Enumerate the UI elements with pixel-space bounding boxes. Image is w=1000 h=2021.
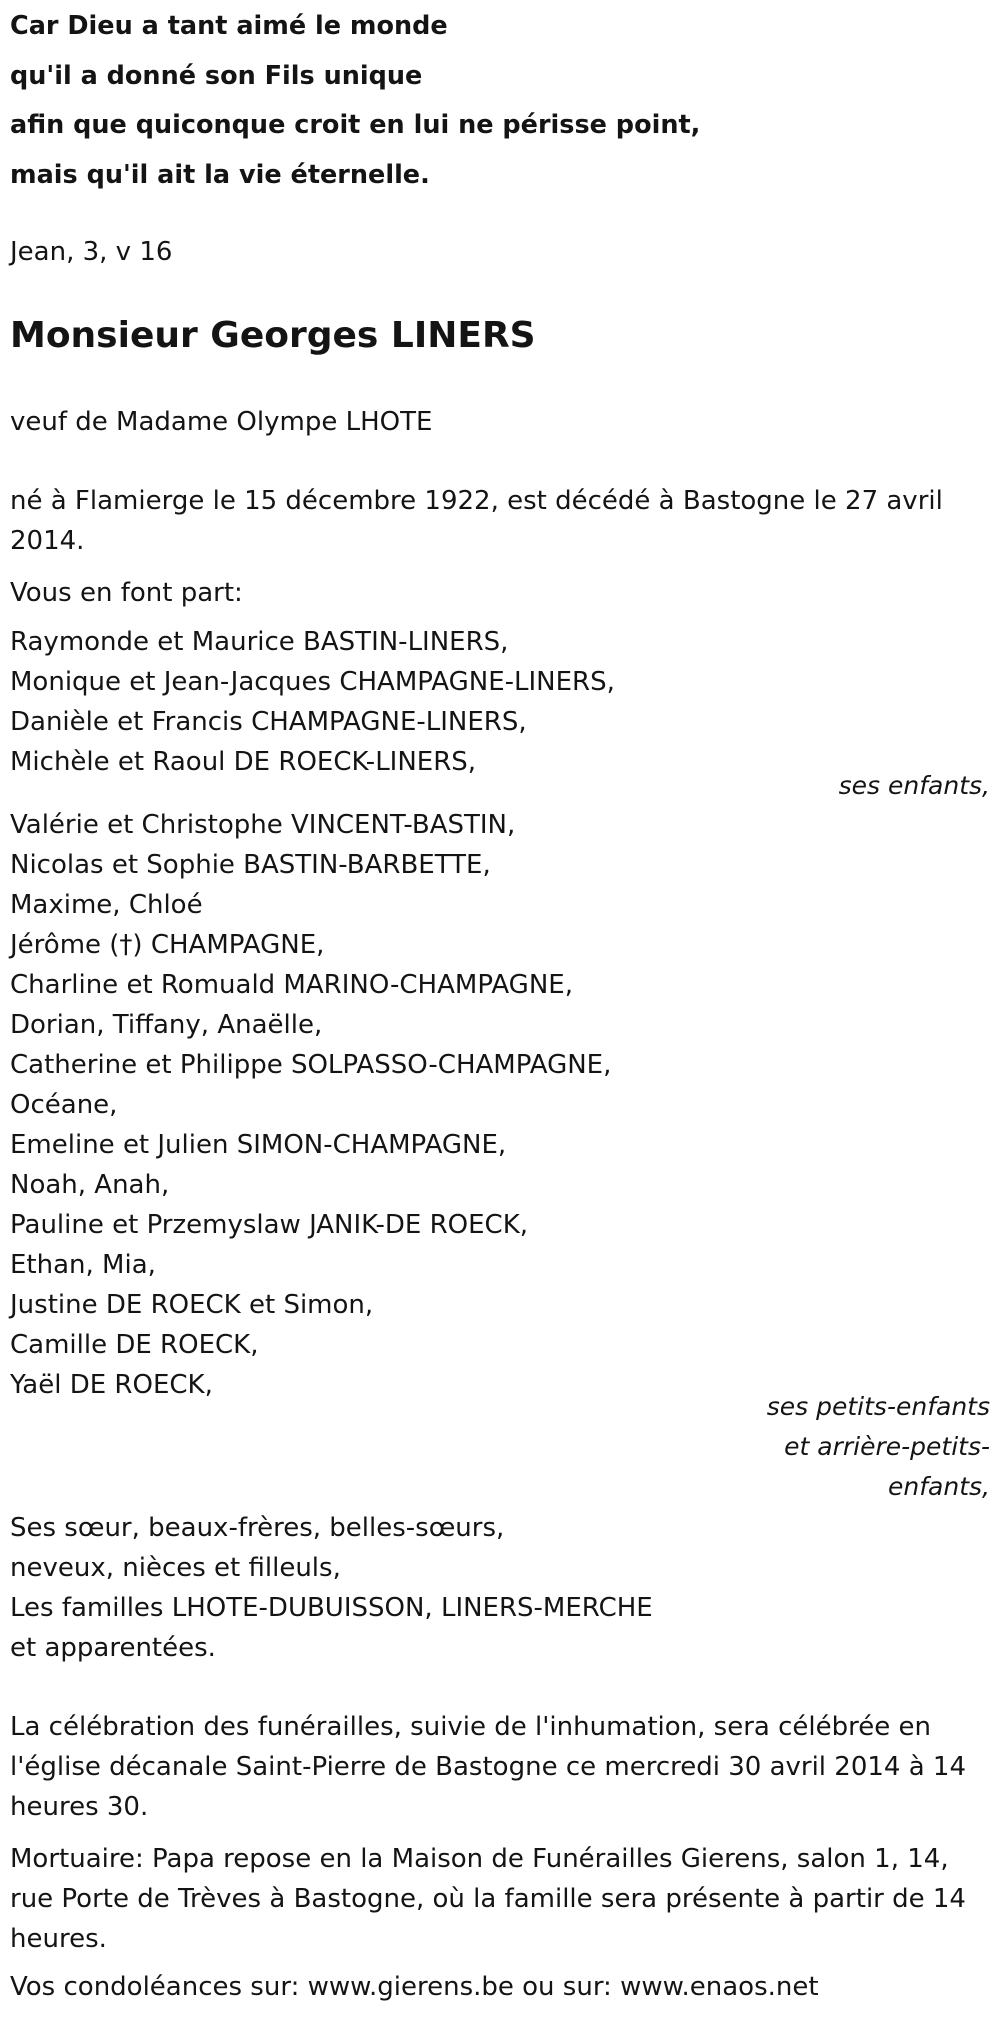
verse-line: Car Dieu a tant aimé le monde bbox=[10, 11, 448, 41]
list-item: Justine DE ROECK et Simon, bbox=[10, 1290, 374, 1320]
grandchildren-role bbox=[767, 1387, 990, 1507]
list-item: Charline et Romuald MARINO-CHAMPAGNE, bbox=[10, 970, 573, 1000]
list-item: et apparentées. bbox=[10, 1633, 216, 1663]
list-item: Les familles LHOTE-DUBUISSON, LINERS-MERCHE bbox=[10, 1593, 653, 1623]
list-item: Ethan, Mia, bbox=[10, 1250, 156, 1280]
mortuary-info: Mortuaire: Papa repose en la Maison de Funérailles Gierens, salon 1, 14, rue Porte de Trèves à Bastogne, où la famille sera présente à partir de 14 heures. bbox=[10, 1844, 966, 1954]
birth-death: né à Flamierge le 15 décembre 1922, est décédé à Bastogne le 27 avril 2014. bbox=[10, 486, 943, 556]
children-list bbox=[10, 622, 990, 782]
family-list bbox=[10, 1508, 990, 1668]
list-item: Nicolas et Sophie BASTIN-BARBETTE, bbox=[10, 850, 491, 880]
list-item: Dorian, Tiffany, Anaëlle, bbox=[10, 1010, 323, 1040]
announcement-intro: Vous en font part: bbox=[10, 578, 243, 608]
condolences-block bbox=[10, 1967, 990, 2007]
grandchildren-list bbox=[10, 805, 990, 1405]
verse-line: afin que quiconque croit en lui ne périsse point, bbox=[10, 110, 701, 140]
list-item: Catherine et Philippe SOLPASSO-CHAMPAGNE, bbox=[10, 1050, 612, 1080]
list-item: Maxime, Chloé bbox=[10, 890, 203, 920]
list-item: Danièle et Francis CHAMPAGNE-LINERS, bbox=[10, 707, 527, 737]
verse-reference: Jean, 3, v 16 bbox=[10, 237, 173, 267]
list-item: neveux, nièces et filleuls, bbox=[10, 1553, 341, 1583]
verse-reference-block bbox=[10, 232, 990, 272]
list-item: Yaël DE ROECK, bbox=[10, 1370, 213, 1400]
deceased-name: Monsieur Georges LINERS bbox=[10, 315, 536, 356]
list-item: Pauline et Przemyslaw JANIK-DE ROECK, bbox=[10, 1210, 529, 1240]
role-line: enfants, bbox=[888, 1472, 990, 1501]
list-item: Camille DE ROECK, bbox=[10, 1330, 259, 1360]
spouse-line: veuf de Madame Olympe LHOTE bbox=[10, 407, 433, 437]
list-item: Jérôme (†) CHAMPAGNE, bbox=[10, 930, 325, 960]
announcement-block bbox=[10, 573, 990, 613]
verse-line: mais qu'il ait la vie éternelle. bbox=[10, 159, 430, 190]
funeral-info: La célébration des funérailles, suivie de l'inhumation, sera célébrée en l'église décanale Saint-Pierre de Bastogne ce mercredi 30 avril 2014 à 14 heures 30. bbox=[10, 1712, 967, 1822]
list-item: Noah, Anah, bbox=[10, 1170, 170, 1200]
list-item: Ses sœur, beaux-frères, belles-sœurs, bbox=[10, 1513, 505, 1543]
list-item: Valérie et Christophe VINCENT-BASTIN, bbox=[10, 810, 516, 840]
list-item: Monique et Jean-Jacques CHAMPAGNE-LINERS, bbox=[10, 667, 615, 697]
list-item: Michèle et Raoul DE ROECK-LINERS, bbox=[10, 747, 477, 777]
list-item: Raymonde et Maurice BASTIN-LINERS, bbox=[10, 627, 509, 657]
list-item: Océane, bbox=[10, 1090, 118, 1120]
children-role: ses enfants, bbox=[838, 771, 990, 800]
role-line: et arrière-petits- bbox=[784, 1432, 990, 1461]
list-item: Emeline et Julien SIMON-CHAMPAGNE, bbox=[10, 1130, 507, 1160]
condolences-line: Vos condoléances sur: www.gierens.be ou sur: www.enaos.net bbox=[10, 1972, 819, 2002]
role-line: ses petits-enfants bbox=[766, 1392, 990, 1421]
verse-line: qu'il a donné son Fils unique bbox=[10, 60, 423, 91]
spouse-block bbox=[10, 402, 990, 442]
bible-verse bbox=[10, 2, 990, 200]
